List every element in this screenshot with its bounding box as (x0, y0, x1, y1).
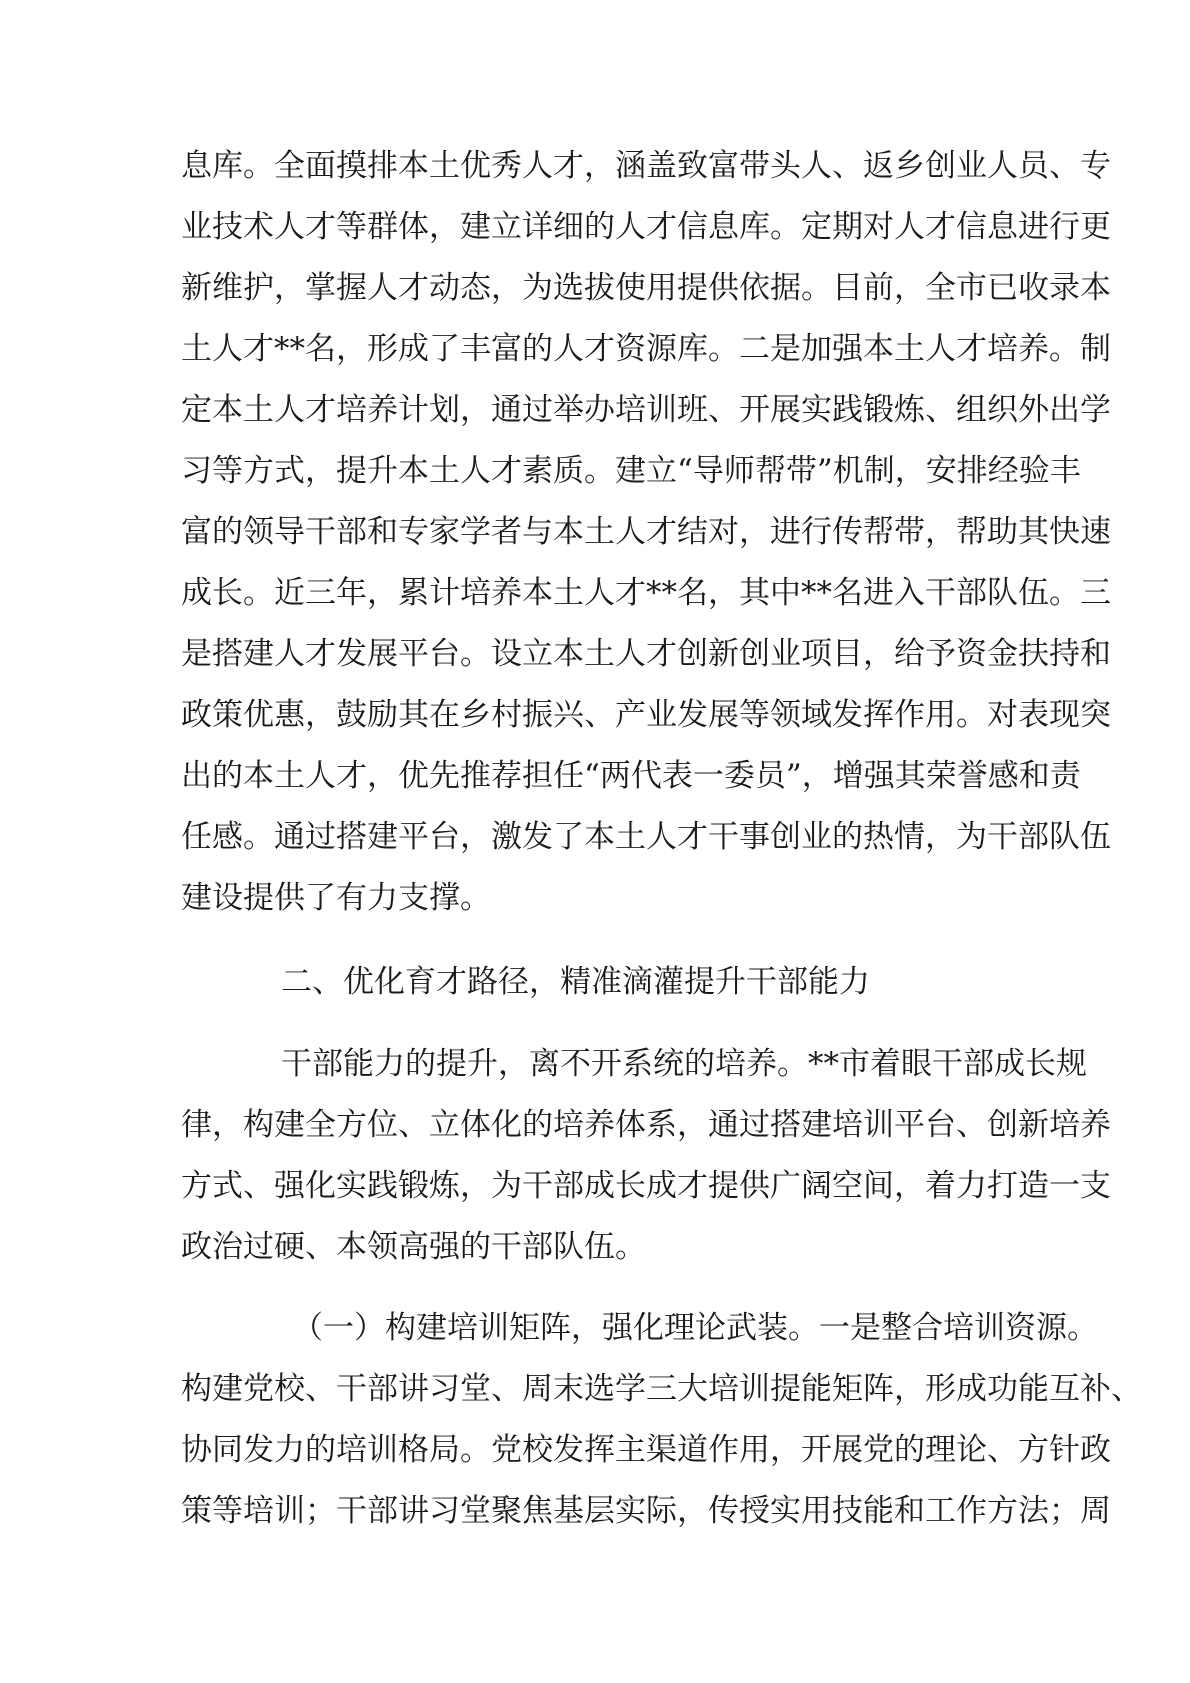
body-text-line: 成长。近三年，累计培养本土人才**名，其中**名进入干部队伍。三 (181, 575, 1111, 611)
body-text-line: 政策优惠，鼓励其在乡村振兴、产业发展等领域发挥作用。对表现突 (181, 697, 1111, 733)
subsection-lead-line: （一）构建培训矩阵，强化理论武装。一是整合培训资源。 (292, 1310, 1098, 1346)
body-text-line: 习等方式，提升本土人才素质。建立“导师帮带”机制，安排经验丰 (181, 453, 1081, 489)
body-text-line: 是搭建人才发展平台。设立本土人才创新创业项目，给予资金扶持和 (181, 636, 1111, 672)
body-text-line: 策等培训；干部讲习堂聚焦基层实际，传授实用技能和工作方法；周 (181, 1493, 1111, 1529)
body-text-line: 新维护，掌握人才动态，为选拔使用提供依据。目前，全市已收录本 (181, 270, 1111, 306)
body-text-line: 政治过硬、本领高强的干部队伍。 (181, 1229, 646, 1265)
body-text-line: 干部能力的提升，离不开系统的培养。**市着眼干部成长规 (281, 1046, 1087, 1082)
section-heading: 二、优化育才路径，精准滴灌提升干部能力 (281, 964, 870, 1000)
body-text-line: 定本土人才培养计划，通过举办培训班、开展实践锻炼、组织外出学 (181, 392, 1111, 428)
body-text-line: 出的本土人才，优先推荐担任“两代表一委员”，增强其荣誉感和责 (181, 758, 1081, 794)
body-text-line: 息库。全面摸排本土优秀人才，涵盖致富带头人、返乡创业人员、专 (181, 148, 1111, 184)
body-text-line: 方式、强化实践锻炼，为干部成长成才提供广阔空间，着力打造一支 (181, 1168, 1111, 1204)
body-text-line: 建设提供了有力支撑。 (181, 880, 491, 916)
body-text-line: 业技术人才等群体，建立详细的人才信息库。定期对人才信息进行更 (181, 209, 1111, 245)
body-text-line: 土人才**名，形成了丰富的人才资源库。二是加强本土人才培养。制 (181, 331, 1111, 367)
body-text-line: 任感。通过搭建平台，激发了本土人才干事创业的热情，为干部队伍 (181, 819, 1111, 855)
body-text-line: 构建党校、干部讲习堂、周末选学三大培训提能矩阵，形成功能互补、 (181, 1371, 1142, 1407)
body-text-line: 律，构建全方位、立体化的培养体系，通过搭建培训平台、创新培养 (181, 1107, 1111, 1143)
body-text-line: 富的领导干部和专家学者与本土人才结对，进行传帮带，帮助其快速 (181, 514, 1111, 550)
body-text-line: 协同发力的培训格局。党校发挥主渠道作用，开展党的理论、方针政 (181, 1432, 1111, 1468)
